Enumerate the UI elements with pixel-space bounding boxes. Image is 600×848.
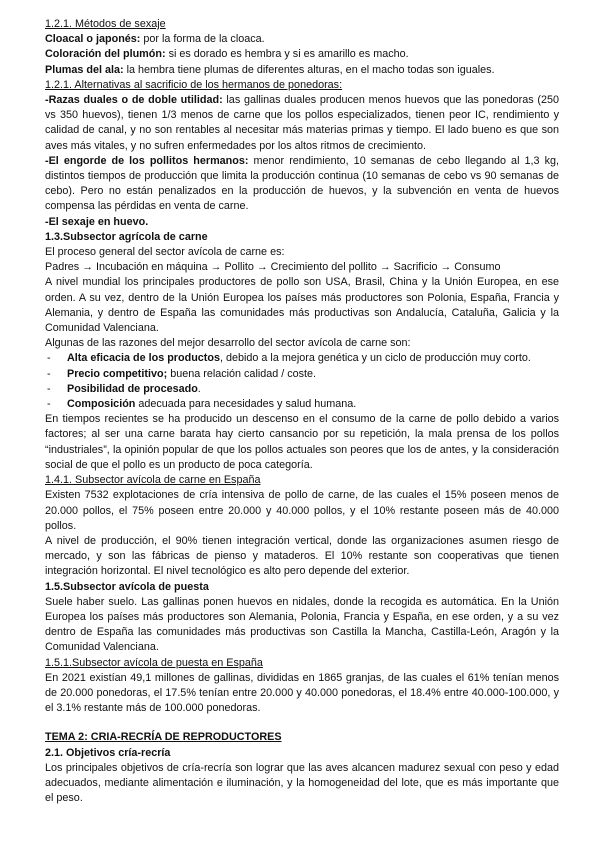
razas-term: -Razas duales o de doble utilidad: (45, 94, 223, 107)
list-item-text: , debido a la mejora genética y un ciclo de producción muy corto. (220, 352, 531, 365)
explotaciones-paragraph: Existen 7532 explotaciones de cría intensiva de pollo de carne, de las cuales el 15% poseen menos de 20.000 pollos, el 75% poseen entre 20.000 y 40.000 pollos, y el 10% restante poseen más de 40.000 pollos. (45, 489, 559, 532)
plumas-term: Plumas del ala: (45, 63, 124, 76)
descenso-paragraph: En tiempos recientes se ha producido un descenso en el consumo de la carne de pollo debido a varios factores; al ser una carne barata hay cierto cansancio por su repetición, la mala prensa de los pollos “industriales”, la opinión popular de que los pollos actuales son peores que los de antes, y la consideración social de que el pollo es un producto de poca categoría. (45, 413, 559, 471)
heading-subsector-puesta: 1.5.Subsector avícola de puesta (45, 580, 209, 593)
heading-carne-espana: 1.4.1. Subsector avícola de carne en España (45, 474, 261, 487)
sexaje-huevo: -El sexaje en huevo. (45, 215, 149, 228)
list-marker: - (47, 398, 51, 411)
heading-puesta-espana: 1.5.1.Subsector avícola de puesta en España (45, 656, 263, 669)
plumon-term: Coloración del plumón: (45, 48, 166, 61)
plumas-method (45, 63, 559, 78)
section-gap (45, 716, 559, 730)
plumon-method (45, 47, 559, 62)
list-item (45, 382, 559, 397)
list-marker: - (47, 382, 51, 395)
engorde-term: -El engorde de los pollitos hermanos: (45, 154, 249, 167)
mundial-paragraph: A nivel mundial los principales productores de pollo son USA, Brasil, China y la Unión Europea, en ese orden. A su vez, dentro de la Unión Europea los países más productores son Polonia, España, Francia y Alemania, y dentro de España las comunidades más productivas son Andalucía, Cataluña, Galicia y la Comunidad Valenciana. (45, 276, 559, 335)
list-item-term: Precio competitivo; (67, 367, 168, 380)
heading-tema-2: TEMA 2: CRIA-RECRÍA DE REPRODUCTORES (45, 731, 282, 744)
nivel-produccion-paragraph: A nivel de producción, el 90% tienen integración vertical, donde las organizaciones asumen riesgo de mercado, y son las fábricas de pienso y mataderos. El 10% restante son cooperativas que tienen integración horizontal. El nivel tecnológico es alto pero depende del exterior. (45, 534, 559, 578)
proceso-cadena: Padres → Incubación en máquina → Pollito → Crecimiento del pollito → Sacrificio → Consumo (45, 261, 501, 274)
list-marker: - (47, 352, 51, 365)
gallinas-2021-paragraph: En 2021 existían 49,1 millones de gallinas, divididas en 1865 granjas, de las cuales el 61% tenían menos de 20.000 ponedoras, el 17.5% tenían entre 20.000 y 40.000 ponedoras, el 18.4% entre 40.000-100.000, y el 3.1% restante más de 100.000 ponedoras. (45, 671, 559, 715)
cloacal-text: por la forma de la cloaca. (140, 33, 265, 46)
list-item-term: Alta eficacia de los productos (67, 352, 220, 365)
razones-intro: Algunas de las razones del mejor desarrollo del sector avícola de carne son: (45, 337, 411, 350)
plumon-text: si es dorado es hembra y si es amarillo es macho. (165, 48, 409, 61)
engorde-paragraph (45, 154, 559, 215)
list-item (45, 351, 559, 366)
plumas-text: la hembra tiene plumas de diferentes alturas, en el macho todas son iguales. (123, 63, 495, 76)
list-item-text: adecuada para necesidades y salud humana. (135, 398, 357, 411)
objetivos-paragraph: Los principales objetivos de cría-recría son lograr que las aves alcancen madurez sexual con peso y edad adecuados, mediante alimentación e iluminación, y la homogeneidad del lote, que es más importante que el peso. (45, 761, 559, 805)
heading-alternatives: 1.2.1. Alternativas al sacrificio de los hermanos de ponedoras: (45, 78, 343, 91)
list-item-text: buena relación calidad / coste. (167, 367, 317, 380)
heading-objetivos: 2.1. Objetivos cría-recría (45, 746, 171, 759)
list-marker: - (47, 367, 51, 380)
list-item-term: Posibilidad de procesado (67, 382, 198, 395)
heading-subsector-carne: 1.3.Subsector agrícola de carne (45, 230, 208, 243)
cloacal-term: Cloacal o japonés: (45, 33, 141, 46)
list-item (45, 397, 559, 412)
razas-text: las gallinas duales producen menos huevos que las ponedoras (250 vs 350 huevos), tienen 1/3 menos de carne que los pollos especializados, tienen peor IC, rendimiento y calidad de canal, y no son rentables al necesitar más materias primas y tiempo. El lado bueno es que son aves más vitales, y no sufren enfermedades por los altos ritmos de crecimiento. (45, 94, 559, 152)
heading-sexaje-methods: 1.2.1. Métodos de sexaje (45, 18, 166, 30)
document-page (45, 17, 559, 806)
puesta-paragraph: Suele haber suelo. Las gallinas ponen huevos en nidales, donde la recogida es automática. En la Unión Europea los países más productores son Alemania, Polonia, Francia y España, en ese orden, y a su vez dentro de España las comunidades más productivas son Castilla la Mancha, Castilla-León, Aragón y la Comunidad Valenciana. (45, 595, 559, 654)
cloacal-method (45, 32, 559, 47)
engorde-text: menor rendimiento, 10 semanas de cebo llegando al 1,3 kg, distintos tiempos de producción que limita la producción continua (10 semanas de cebo vs 90 semanas de cebo). Pero no están penalizados en la producción de huevos, y la subvención en venta de huevos compensa las pérdidas en venta de carne. (45, 154, 559, 213)
list-item-text: . (197, 382, 201, 395)
list-item-term: Composición (67, 398, 136, 411)
razas-paragraph (45, 93, 559, 154)
proceso-intro: El proceso general del sector avícola de carne es: (45, 246, 285, 259)
list-item (45, 367, 559, 382)
